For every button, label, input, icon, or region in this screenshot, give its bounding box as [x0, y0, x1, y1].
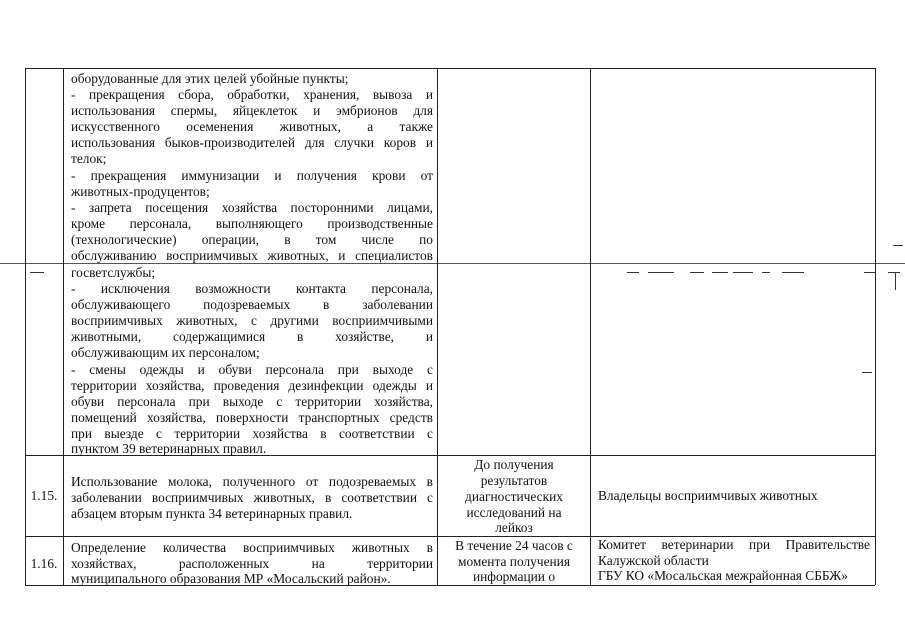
text-line: - прекращения сбора, обработки, хранения, вывоза и — [71, 87, 433, 102]
text-line: госветслужбы; — [71, 265, 156, 280]
text-line: Калужской области — [598, 553, 709, 568]
table-border-left — [25, 68, 26, 585]
text-line: В течение 24 часов с — [455, 538, 573, 553]
scan-artifact-dash — [782, 272, 804, 273]
text-line: животных-продуцентов; — [71, 184, 210, 199]
text-line: при выезде с территории хозяйства в соответствии с — [71, 426, 433, 441]
table-border-right — [875, 68, 876, 585]
text-line: - запрета посещения хозяйства посторонними лицами, — [71, 200, 433, 215]
text-line: лейкоз — [495, 520, 533, 535]
scan-artifact-dash — [893, 245, 903, 246]
row-number: 1.15. — [30, 488, 58, 503]
text-line: хозяйствах, расположенных на территории — [71, 556, 433, 571]
text-line: кроме персонала, выполняющего производственные — [71, 216, 433, 231]
text-line: обслуживающим их персоналом; — [71, 345, 260, 360]
text-line: - прекращения иммунизации и получения крови от — [71, 168, 433, 183]
text-line: результатов — [480, 473, 548, 488]
text-line: восприимчивых животных, с другими восприимчивыми — [71, 313, 433, 328]
text-line: абзацем вторым пункта 34 ветеринарных правил. — [71, 506, 353, 521]
text-line: диагностических — [465, 489, 563, 504]
scan-artifact-vline — [895, 272, 896, 290]
scan-artifact-dash — [690, 272, 704, 273]
text-line: До получения — [474, 457, 554, 472]
text-line: обуви персонала при выходе с территории хозяйства, — [71, 394, 433, 409]
text-line: телок; — [71, 151, 107, 166]
scan-artifact-dash — [733, 272, 753, 273]
scan-artifact-dash — [627, 272, 639, 273]
text-line: муниципального образования МР «Мосальский район». — [71, 571, 391, 586]
text-line: пунктом 39 ветеринарных правил. — [71, 441, 267, 456]
scan-artifact-dash — [712, 272, 728, 273]
text-line: - исключения возможности контакта персонала, — [71, 281, 433, 296]
text-line: помещений хозяйства, поверхности транспортных средств — [71, 410, 433, 425]
text-line: обслуживающего подозреваемых в заболевании — [71, 297, 433, 312]
column-divider — [63, 68, 64, 585]
text-line: животными, содержащимися в хозяйстве, и — [71, 329, 433, 344]
text-line: момента получения — [457, 554, 571, 569]
scan-artifact-dash — [888, 272, 900, 273]
scan-artifact-dash — [862, 372, 872, 373]
column-divider — [590, 68, 591, 585]
row-number: 1.16. — [30, 556, 58, 571]
text-line: информации о — [472, 569, 556, 584]
text-line: использования спермы, яйцеклеток и эмбрионов для — [71, 103, 433, 118]
text-line: Использование молока, полученного от подозреваемых в — [71, 474, 433, 489]
text-line: (технологические) операции, в том числе по — [71, 232, 433, 247]
text-line: оборудованные для этих целей убойные пункты; — [71, 71, 349, 86]
scan-artifact-dash — [762, 272, 770, 273]
text-line: ГБУ КО «Мосальская межрайонная СББЖ» — [598, 568, 848, 583]
scan-artifact-dash — [30, 272, 44, 273]
text-line: исследований на — [466, 505, 562, 520]
text-line: обслуживанию восприимчивых животных, и специалистов — [71, 248, 433, 263]
text-line: Определение количества восприимчивых животных в — [71, 540, 433, 555]
text-line: Комитет ветеринарии при Правительстве — [598, 537, 870, 552]
table-border-top — [25, 68, 875, 69]
column-divider — [437, 68, 438, 585]
text-line: территории хозяйства, проведения дезинфекции одежды и — [71, 378, 433, 393]
scan-artifact-dash — [648, 272, 674, 273]
text-line: использования быков-производителей для случки коров и — [71, 135, 433, 150]
text-line: искусственного осеменения животных, а также — [71, 119, 433, 134]
text-line: заболевании восприимчивых животных, в соответствии с — [71, 490, 433, 505]
text-line: - смены одежды и обуви персонала при выходе с — [71, 362, 433, 377]
row-2-responsible-cell: Владельцы восприимчивых животных — [598, 488, 818, 503]
